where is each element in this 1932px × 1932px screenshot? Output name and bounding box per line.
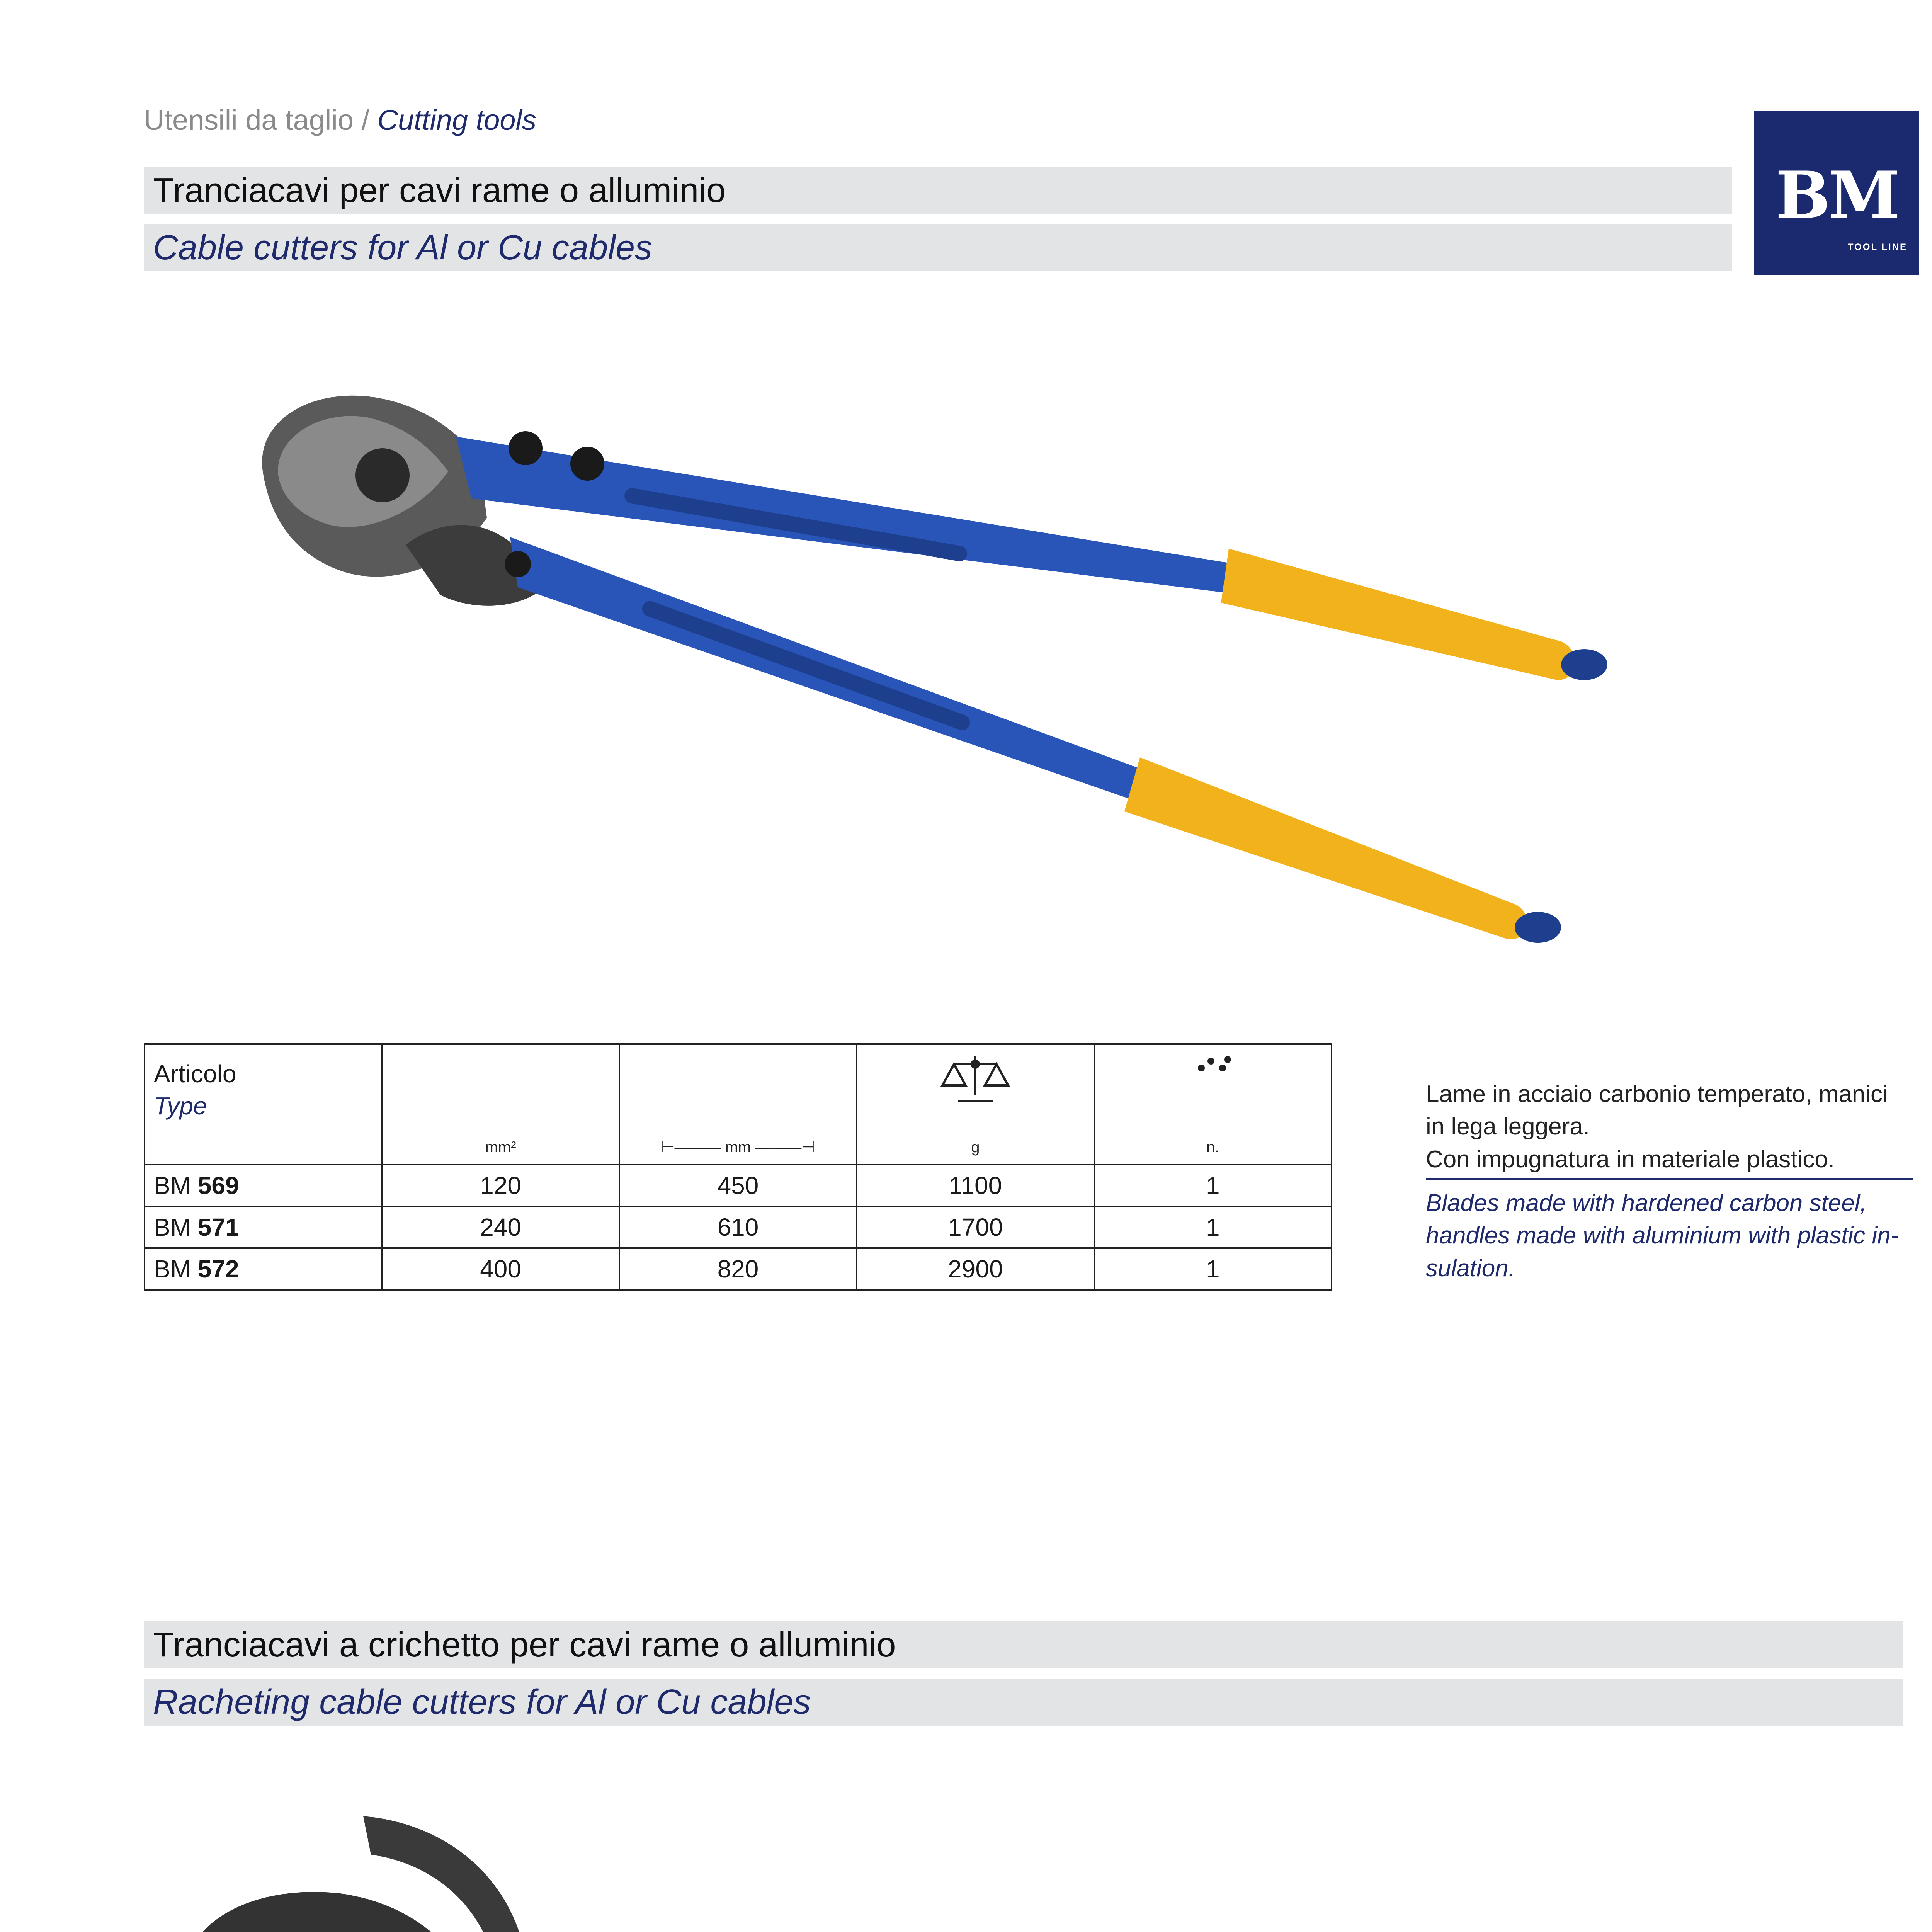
- length-value: 820: [619, 1248, 857, 1290]
- section1-title-it: [144, 167, 1732, 214]
- qty-value: 1: [1094, 1206, 1332, 1248]
- section1-description-en: Blades made with hardened carbon steel, handles made with aluminium with plastic in- sulation.: [1426, 1189, 1899, 1282]
- spec-table-1: [144, 1043, 1332, 1291]
- breadcrumb: [144, 104, 536, 136]
- bm-logo: [1754, 111, 1919, 275]
- article-code: BM 569: [145, 1165, 382, 1206]
- cable-cutter-photo: [240, 371, 1638, 997]
- header-cross-section: [382, 1044, 619, 1165]
- qty-value: 1: [1094, 1248, 1332, 1290]
- qty-value: 1: [1094, 1165, 1332, 1206]
- section1-title-en-text: Cable cutters for Al or Cu cables: [153, 228, 653, 267]
- section1-title-en: [144, 224, 1732, 271]
- table-row: [145, 1248, 1332, 1290]
- bm-logo-sub: TOOL LINE: [1847, 242, 1907, 252]
- ratchet-cable-cutter-photo: [178, 1801, 1391, 1932]
- table-row: [145, 1165, 1332, 1206]
- article-code: BM 571: [145, 1206, 382, 1248]
- section2-title-it-text: Tranciacavi a crichetto per cavi rame o alluminio: [153, 1625, 896, 1664]
- weight-value: 2900: [857, 1248, 1094, 1290]
- bm-logo-text: BM: [1776, 157, 1898, 233]
- section1-description-it: Lame in acciaio carbonio temperato, manici in lega leggera. Con impugnatura in materiale plastico.: [1426, 1078, 1913, 1180]
- section1-title-it-text: Tranciacavi per cavi rame o alluminio: [153, 171, 726, 210]
- header-pack-qty: [1094, 1044, 1332, 1165]
- spec-table-1-header: [145, 1044, 1332, 1165]
- weight-value: 1100: [857, 1165, 1094, 1206]
- header-article: [145, 1044, 382, 1165]
- section1-description: [1426, 1078, 1913, 1285]
- breadcrumb-it: Utensili da taglio /: [144, 104, 378, 136]
- cross-section-value: 120: [382, 1165, 619, 1206]
- article-code: BM 572: [145, 1248, 382, 1290]
- unit-mm: mm: [725, 1139, 751, 1156]
- header-length: [619, 1044, 857, 1165]
- cross-section-value: 400: [382, 1248, 619, 1290]
- unit-g: g: [971, 1139, 980, 1156]
- table-row: [145, 1206, 1332, 1248]
- unit-mm2: mm²: [485, 1139, 516, 1156]
- section2-title-it: [144, 1621, 1903, 1668]
- section2-title-en-text: Racheting cable cutters for Al or Cu cables: [153, 1682, 811, 1721]
- length-unit-row: ⊢——— mm ———⊣: [661, 1139, 815, 1156]
- header-weight: [857, 1044, 1094, 1165]
- pack-quantity-icon: [1194, 1053, 1232, 1076]
- header-article-en: Type: [154, 1092, 207, 1120]
- header-article-it: Articolo: [154, 1060, 236, 1088]
- scale-icon: [931, 1053, 1020, 1107]
- length-value: 610: [619, 1206, 857, 1248]
- unit-n: n.: [1206, 1139, 1219, 1156]
- cross-section-value: 240: [382, 1206, 619, 1248]
- section2-title-en: [144, 1679, 1903, 1726]
- weight-value: 1700: [857, 1206, 1094, 1248]
- breadcrumb-en: Cutting tools: [377, 104, 536, 136]
- length-value: 450: [619, 1165, 857, 1206]
